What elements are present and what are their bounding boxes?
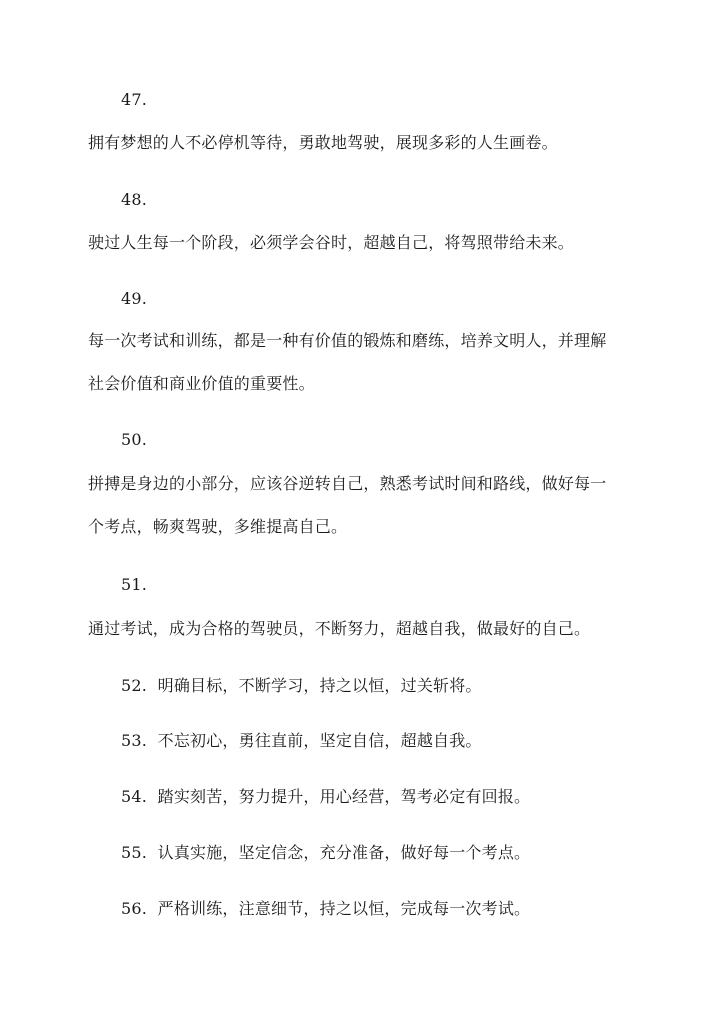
item-text-47: 拥有梦想的人不必停机等待，勇敢地驾驶，展现多彩的人生画卷。	[88, 133, 558, 152]
item-text-49-line-2: 社会价值和商业价值的重要性。	[88, 374, 315, 393]
item-number-54: 54.	[121, 787, 148, 806]
item-number-50: 50.	[121, 430, 148, 449]
list-item-54	[121, 787, 530, 807]
item-text-53: 不忘初心，勇往直前，坚定自信，超越自我。	[157, 731, 482, 750]
item-number-53: 53.	[121, 731, 148, 750]
item-number-49: 49.	[121, 289, 148, 308]
item-text-55: 认真实施，坚定信念，充分准备，做好每一个考点。	[157, 843, 531, 862]
list-item-55	[121, 843, 530, 863]
item-text-56: 严格训练，注意细节，持之以恒，完成每一次考试。	[157, 899, 531, 918]
item-number-48: 48.	[121, 190, 148, 209]
item-number-52: 52.	[121, 676, 148, 695]
item-text-48: 驶过人生每一个阶段，必须学会谷时，超越自己，将驾照带给未来。	[88, 233, 575, 252]
item-number-55: 55.	[121, 843, 148, 862]
item-number-47: 47.	[121, 90, 148, 109]
item-text-50-line-2: 个考点，畅爽驾驶，多维提高自己。	[88, 517, 348, 536]
item-text-54: 踏实刻苦，努力提升，用心经营，驾考必定有回报。	[157, 787, 531, 806]
item-text-52: 明确目标，不断学习，持之以恒，过关斩将。	[157, 676, 482, 695]
list-item-52	[121, 676, 482, 696]
list-item-56	[121, 899, 530, 919]
item-text-49-line-1: 每一次考试和训练，都是一种有价值的锻炼和磨练，培养文明人，并理解	[88, 331, 607, 350]
item-text-50-line-1: 拼搏是身边的小部分，应该谷逆转自己，熟悉考试时间和路线，做好每一	[88, 474, 607, 493]
item-number-51: 51.	[121, 575, 148, 594]
list-item-53	[121, 731, 482, 751]
item-text-51: 通过考试，成为合格的驾驶员，不断努力，超越自我，做最好的自己。	[88, 619, 591, 638]
item-number-56: 56.	[121, 899, 148, 918]
